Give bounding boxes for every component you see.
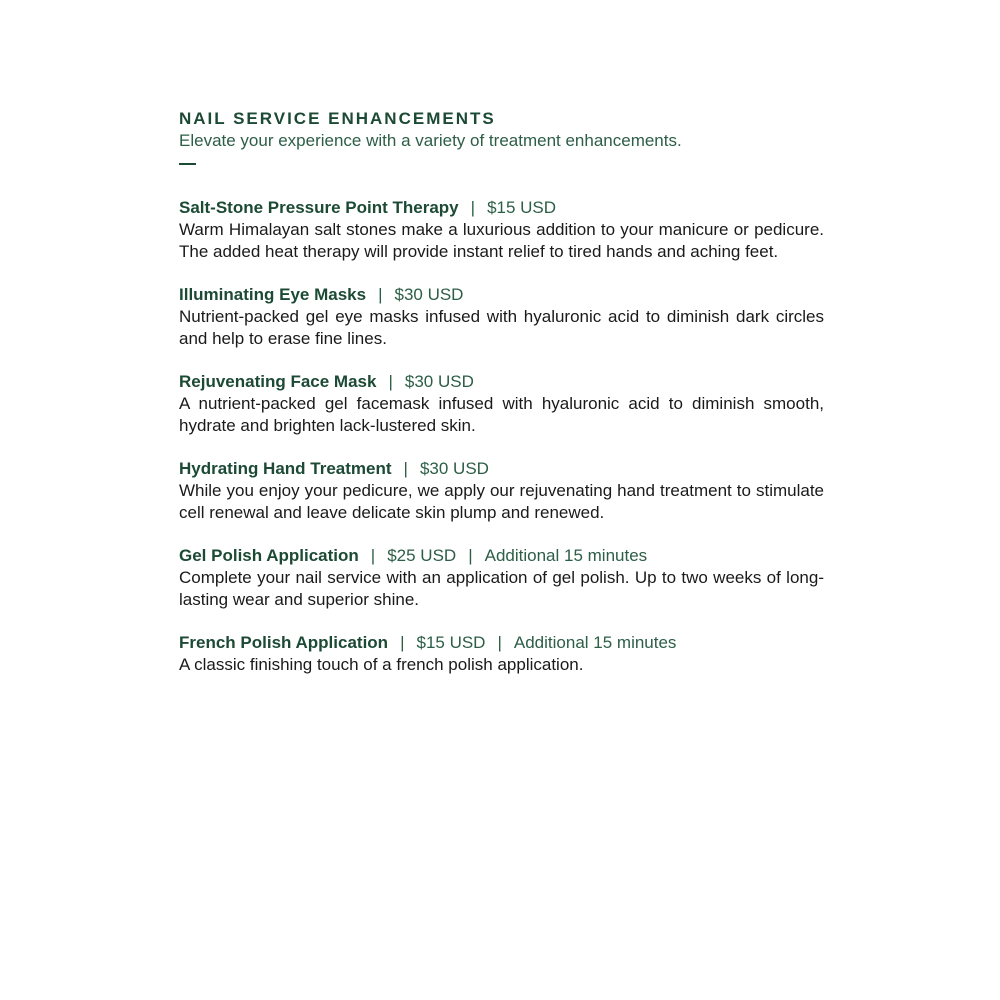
- service-name: Gel Polish Application: [179, 546, 359, 565]
- separator: |: [403, 459, 408, 478]
- service-name: Salt-Stone Pressure Point Therapy: [179, 198, 459, 217]
- service-name: Illuminating Eye Masks: [179, 285, 367, 304]
- separator: |: [497, 633, 502, 652]
- service-name: French Polish Application: [179, 633, 389, 652]
- service-header: [179, 284, 824, 306]
- service-item: [179, 545, 824, 611]
- service-item: [179, 632, 824, 676]
- service-price: $15 USD: [416, 633, 486, 652]
- service-duration: Additional 15 minutes: [513, 633, 677, 652]
- service-header: [179, 458, 824, 480]
- page-title: NAIL SERVICE ENHANCEMENTS: [179, 109, 496, 128]
- service-description: While you enjoy your pedicure, we apply our rejuvenating hand treatment to stimulate cell renewal and leave delicate skin plump and renewed.: [179, 481, 824, 522]
- separator: |: [470, 198, 476, 217]
- separator: |: [400, 633, 405, 652]
- separator: |: [378, 285, 383, 304]
- service-duration: Additional 15 minutes: [484, 546, 648, 565]
- service-item: [179, 284, 824, 350]
- service-header: [179, 632, 824, 654]
- service-item: [179, 458, 824, 524]
- service-list: [179, 197, 824, 676]
- service-description: Nutrient-packed gel eye masks infused with hyaluronic acid to diminish dark circles and help to erase fine lines.: [179, 307, 824, 348]
- service-item: [179, 197, 824, 263]
- service-name: Rejuvenating Face Mask: [179, 372, 377, 391]
- service-description: Complete your nail service with an application of gel polish. Up to two weeks of long-lasting wear and superior shine.: [179, 568, 824, 609]
- separator: |: [388, 372, 393, 391]
- service-price: $25 USD: [387, 546, 457, 565]
- service-header: [179, 545, 824, 567]
- service-item: [179, 371, 824, 437]
- service-price: $30 USD: [404, 372, 474, 391]
- service-description: Warm Himalayan salt stones make a luxurious addition to your manicure or pedicure. The added heat therapy will provide instant relief to tired hands and aching feet.: [179, 220, 824, 261]
- service-price: $30 USD: [394, 285, 464, 304]
- service-header: [179, 371, 824, 393]
- separator: |: [468, 546, 473, 565]
- service-name: Hydrating Hand Treatment: [179, 459, 392, 478]
- title-divider: [179, 163, 196, 165]
- service-description: A classic finishing touch of a french polish application.: [179, 655, 584, 674]
- service-price: $15 USD: [487, 198, 557, 217]
- service-price: $30 USD: [419, 459, 489, 478]
- service-header: [179, 197, 824, 219]
- service-description: A nutrient-packed gel facemask infused with hyaluronic acid to diminish smooth, hydrate and brighten lack-lustered skin.: [179, 394, 824, 435]
- separator: |: [370, 546, 376, 565]
- content: [179, 108, 824, 697]
- page-subtitle: Elevate your experience with a variety of treatment enhancements.: [179, 131, 682, 150]
